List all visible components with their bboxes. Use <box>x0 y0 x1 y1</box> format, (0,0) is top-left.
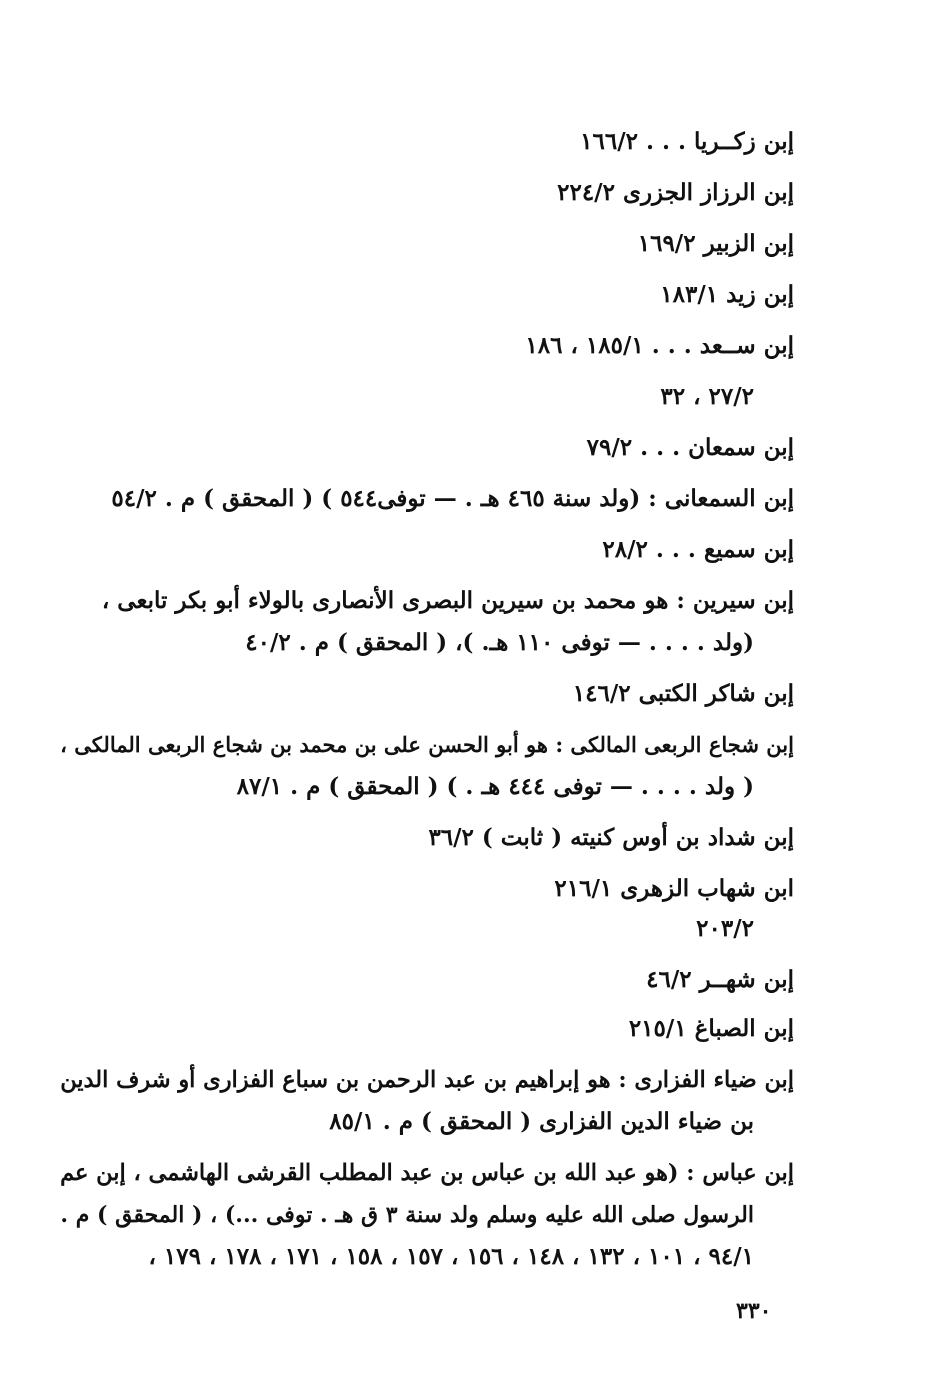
index-entry: إبن ســعد . . . ١٨٥/١ ، ١٨٦ <box>525 332 794 359</box>
index-entry: إبن الزبير ١٦٩/٢ <box>637 230 794 257</box>
index-entry: إبن شداد بن أوس كنيته ( ثابت ) ٣٦/٢ <box>428 824 794 851</box>
index-entry-continuation: بن ضياء الدين الفزارى ( المحقق ) م . ٨٥/١ <box>329 1108 754 1135</box>
index-entry: إبن زكــريا . . . ١٦٦/٢ <box>580 128 794 155</box>
index-entry: إبن السمعانى : (ولد سنة ٤٦٥ هـ . — توفى٥٤٤ ) ( المحقق ) م . ٥٤/٢ <box>111 485 794 512</box>
index-entry: إبن سيرين : هو محمد بن سيرين البصرى الأنصارى بالولاء أبو بكر تابعى ، <box>101 587 794 614</box>
index-entry-continuation: (ولد . . . . — توفى ١١٠ هـ. )، ( المحقق ) م . ٤٠/٢ <box>245 629 754 656</box>
index-entry: إبن سميع . . . ٢٨/٢ <box>602 536 794 563</box>
index-entry: إبن الرزاز الجزرى ٢٢٤/٢ <box>557 179 794 206</box>
index-entry: إبن الصباغ ٢١٥/١ <box>628 1015 794 1042</box>
index-entry: إبن شاكر الكتبى ١٤٦/٢ <box>572 680 794 707</box>
index-entry: إبن شجاع الربعى المالكى : هو أبو الحسن على بن محمد بن شجاع الربعى المالكى ، <box>60 732 794 757</box>
index-entry: إبن شهــر ٤٦/٢ <box>646 966 794 993</box>
index-entry: ابن شهاب الزهرى ٢١٦/١ <box>554 875 794 902</box>
index-entry-continuation: ٩٤/١ ، ١٠١ ، ١٣٢ ، ١٤٨ ، ١٥٦ ، ١٥٧ ، ١٥٨ ، ١٧١ ، ١٧٨ ، ١٧٩ ، <box>148 1243 754 1270</box>
index-entry-continuation: ٢٠٣/٢ <box>696 915 754 942</box>
index-entry-continuation: الرسول صلى الله عليه وسلم ولد سنة ٣ ق هـ . توفى ...) ، ( المحقق ) م . <box>60 1202 754 1228</box>
index-entry: إبن سمعان . . . ٧٩/٢ <box>586 434 794 461</box>
index-entry: إبن زيد ١٨٣/١ <box>660 281 794 308</box>
index-entry-continuation: ٢٧/٢ ، ٣٢ <box>660 383 754 410</box>
index-entry-continuation: ( ولد . . . . — توفى ٤٤٤ هـ . ) ( المحقق ) م . ٨٧/١ <box>236 773 754 800</box>
page-number: ٣٣٠ <box>736 1298 772 1324</box>
index-entry: إبن ضياء الفزارى : هو إبراهيم بن عبد الرحمن بن سباع الفزارى أو شرف الدين <box>60 1067 794 1093</box>
index-entry: إبن عباس : (هو عبد الله بن عباس بن عبد المطلب القرشى الهاشمى ، إبن عم <box>60 1160 794 1186</box>
